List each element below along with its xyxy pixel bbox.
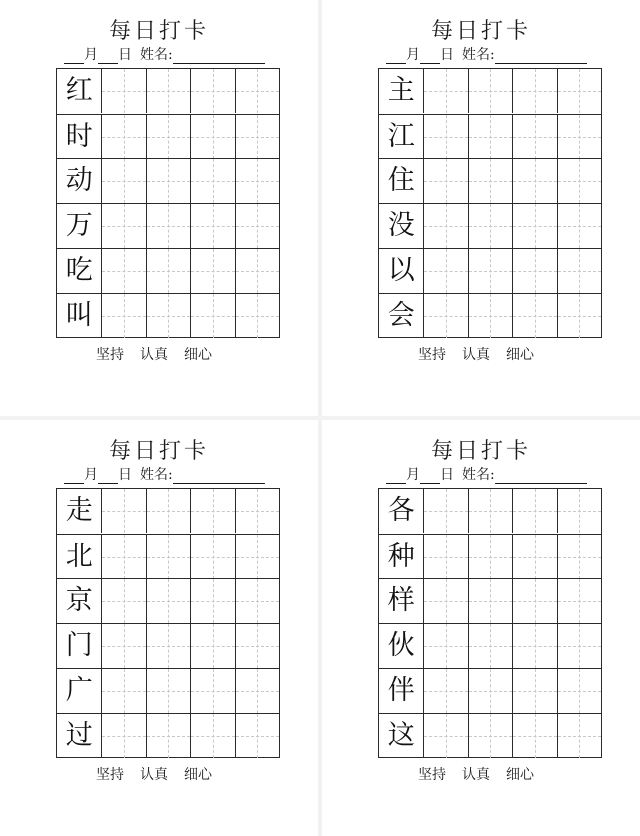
practice-grid	[378, 488, 602, 758]
model-character: 伙	[387, 630, 415, 662]
model-character: 这	[387, 719, 415, 751]
month-blank	[386, 49, 406, 64]
day-blank	[420, 49, 440, 64]
writing-cell[interactable]	[423, 714, 467, 758]
writing-cell[interactable]	[512, 159, 556, 203]
day-label: 日	[440, 467, 454, 483]
writing-cell[interactable]	[557, 624, 601, 668]
writing-cell[interactable]	[190, 535, 234, 579]
writing-cell[interactable]	[423, 669, 467, 713]
grid-row	[379, 623, 601, 668]
writing-cell[interactable]	[101, 159, 145, 203]
grid-row	[57, 69, 279, 114]
writing-cell[interactable]	[101, 714, 145, 758]
writing-cell[interactable]	[235, 115, 279, 159]
name-blank	[495, 469, 587, 484]
writing-cell[interactable]	[512, 249, 556, 293]
writing-cell[interactable]	[146, 249, 190, 293]
grid-row	[379, 489, 601, 534]
writing-cell[interactable]	[235, 535, 279, 579]
model-char-cell	[57, 159, 101, 203]
model-character: 种	[387, 540, 415, 572]
grid-row	[57, 578, 279, 623]
writing-cell[interactable]	[190, 115, 234, 159]
model-char-cell	[379, 535, 423, 579]
name-label: 姓名:	[140, 47, 173, 63]
writing-cell[interactable]	[146, 69, 190, 113]
grid-row	[379, 114, 601, 159]
writing-cell[interactable]	[146, 714, 190, 758]
grid-row	[379, 668, 601, 713]
name-label: 姓名:	[140, 467, 173, 483]
model-char-cell	[379, 714, 423, 758]
model-char-cell	[57, 669, 101, 713]
model-character: 没	[387, 210, 415, 242]
writing-cell[interactable]	[468, 579, 512, 623]
model-char-cell	[57, 115, 101, 159]
model-char-cell	[57, 579, 101, 623]
model-character: 时	[65, 120, 93, 152]
model-char-cell	[57, 249, 101, 293]
grid-row	[379, 713, 601, 758]
grid-row	[57, 668, 279, 713]
model-character: 住	[387, 165, 415, 197]
model-character: 动	[65, 165, 93, 197]
writing-cell[interactable]	[468, 115, 512, 159]
writing-cell[interactable]	[423, 69, 467, 113]
card-bottom-right	[322, 420, 640, 836]
writing-cell[interactable]	[146, 115, 190, 159]
writing-cell[interactable]	[468, 489, 512, 533]
card-bottom-left	[0, 420, 318, 836]
model-char-cell	[57, 535, 101, 579]
writing-cell[interactable]	[557, 294, 601, 338]
grid-row	[379, 293, 601, 338]
name-blank	[495, 49, 587, 64]
writing-cell[interactable]	[512, 69, 556, 113]
motto-attentive: 细心	[184, 767, 212, 783]
grid-row	[57, 713, 279, 758]
model-character: 伴	[387, 674, 415, 706]
grid-row	[57, 489, 279, 534]
writing-cell[interactable]	[512, 489, 556, 533]
model-character: 过	[65, 719, 93, 751]
date-name-line	[386, 464, 587, 484]
writing-cell[interactable]	[190, 69, 234, 113]
model-character: 红	[65, 75, 93, 106]
grid-row	[379, 248, 601, 293]
writing-cell[interactable]	[512, 115, 556, 159]
motto-persist: 坚持	[418, 347, 446, 363]
motto-footer	[96, 344, 228, 364]
model-char-cell	[57, 714, 101, 758]
grid-row	[57, 534, 279, 579]
card-top-right	[322, 0, 640, 416]
card-title: 每日打卡	[430, 19, 531, 44]
writing-cell[interactable]	[190, 714, 234, 758]
name-label: 姓名:	[462, 467, 495, 483]
writing-cell[interactable]	[512, 714, 556, 758]
writing-cell[interactable]	[235, 249, 279, 293]
writing-cell[interactable]	[146, 294, 190, 338]
model-char-cell	[379, 249, 423, 293]
model-character: 样	[387, 585, 415, 617]
day-label: 日	[440, 47, 454, 63]
writing-cell[interactable]	[557, 249, 601, 293]
name-label: 姓名:	[462, 47, 495, 63]
writing-cell[interactable]	[190, 249, 234, 293]
card-title: 每日打卡	[430, 439, 531, 464]
month-blank	[386, 469, 406, 484]
writing-cell[interactable]	[146, 489, 190, 533]
model-character: 叫	[65, 299, 93, 331]
model-character: 万	[65, 210, 93, 242]
writing-cell[interactable]	[557, 489, 601, 533]
writing-cell[interactable]	[468, 249, 512, 293]
month-label: 月	[406, 467, 420, 483]
card-title: 每日打卡	[108, 19, 209, 44]
month-label: 月	[84, 47, 98, 63]
writing-cell[interactable]	[101, 489, 145, 533]
writing-cell[interactable]	[557, 714, 601, 758]
writing-cell[interactable]	[468, 714, 512, 758]
model-char-cell	[379, 669, 423, 713]
writing-cell[interactable]	[557, 669, 601, 713]
day-blank	[98, 469, 118, 484]
grid-row	[57, 203, 279, 248]
writing-cell[interactable]	[512, 535, 556, 579]
writing-cell[interactable]	[235, 159, 279, 203]
writing-cell[interactable]	[101, 69, 145, 113]
motto-careful: 认真	[462, 767, 490, 783]
date-name-line	[64, 464, 265, 484]
writing-cell[interactable]	[101, 204, 145, 248]
grid-row	[379, 203, 601, 248]
model-char-cell	[379, 159, 423, 203]
grid-row	[379, 534, 601, 579]
writing-cell[interactable]	[423, 294, 467, 338]
practice-grid	[56, 488, 280, 758]
writing-cell[interactable]	[146, 535, 190, 579]
day-label: 日	[118, 47, 132, 63]
model-char-cell	[57, 69, 101, 113]
grid-row	[57, 293, 279, 338]
writing-cell[interactable]	[101, 115, 145, 159]
model-char-cell	[379, 115, 423, 159]
month-label: 月	[406, 47, 420, 63]
writing-cell[interactable]	[235, 624, 279, 668]
model-character: 门	[65, 630, 93, 662]
model-character: 吃	[65, 254, 93, 286]
name-blank	[173, 469, 265, 484]
writing-cell[interactable]	[235, 669, 279, 713]
model-char-cell	[379, 294, 423, 338]
writing-cell[interactable]	[423, 159, 467, 203]
day-blank	[98, 49, 118, 64]
model-character: 京	[65, 585, 93, 617]
motto-attentive: 细心	[506, 347, 534, 363]
model-char-cell	[57, 294, 101, 338]
model-character: 走	[65, 495, 93, 526]
writing-cell[interactable]	[423, 204, 467, 248]
practice-grid	[56, 68, 280, 338]
writing-cell[interactable]	[468, 535, 512, 579]
writing-cell[interactable]	[190, 489, 234, 533]
writing-cell[interactable]	[235, 204, 279, 248]
writing-cell[interactable]	[512, 294, 556, 338]
motto-persist: 坚持	[96, 347, 124, 363]
model-char-cell	[57, 624, 101, 668]
month-blank	[64, 49, 84, 64]
motto-careful: 认真	[140, 347, 168, 363]
grid-row	[57, 114, 279, 159]
writing-cell[interactable]	[190, 159, 234, 203]
practice-grid	[378, 68, 602, 338]
writing-cell[interactable]	[512, 624, 556, 668]
motto-footer	[96, 764, 228, 784]
writing-cell[interactable]	[190, 294, 234, 338]
writing-cell[interactable]	[557, 204, 601, 248]
date-name-line	[64, 44, 265, 64]
writing-cell[interactable]	[190, 579, 234, 623]
model-char-cell	[57, 489, 101, 533]
writing-cell[interactable]	[190, 204, 234, 248]
writing-cell[interactable]	[468, 159, 512, 203]
model-character: 江	[387, 120, 415, 152]
writing-cell[interactable]	[235, 579, 279, 623]
motto-careful: 认真	[462, 347, 490, 363]
grid-row	[379, 69, 601, 114]
writing-cell[interactable]	[101, 249, 145, 293]
writing-cell[interactable]	[468, 294, 512, 338]
model-character: 会	[387, 299, 415, 331]
model-char-cell	[379, 579, 423, 623]
model-char-cell	[379, 204, 423, 248]
writing-cell[interactable]	[557, 69, 601, 113]
model-char-cell	[379, 624, 423, 668]
model-char-cell	[379, 489, 423, 533]
writing-cell[interactable]	[557, 159, 601, 203]
writing-cell[interactable]	[146, 669, 190, 713]
writing-cell[interactable]	[146, 624, 190, 668]
date-name-line	[386, 44, 587, 64]
writing-cell[interactable]	[468, 69, 512, 113]
writing-cell[interactable]	[557, 535, 601, 579]
writing-cell[interactable]	[101, 294, 145, 338]
day-label: 日	[118, 467, 132, 483]
model-character: 主	[387, 75, 415, 106]
writing-cell[interactable]	[101, 624, 145, 668]
writing-cell[interactable]	[235, 69, 279, 113]
model-character: 各	[387, 495, 415, 526]
writing-cell[interactable]	[423, 579, 467, 623]
writing-cell[interactable]	[190, 624, 234, 668]
writing-cell[interactable]	[146, 159, 190, 203]
writing-cell[interactable]	[557, 579, 601, 623]
grid-row	[57, 158, 279, 203]
motto-footer	[418, 344, 550, 364]
writing-cell[interactable]	[423, 115, 467, 159]
grid-row	[379, 158, 601, 203]
writing-cell[interactable]	[468, 669, 512, 713]
card-top-left	[0, 0, 318, 416]
writing-cell[interactable]	[468, 624, 512, 668]
name-blank	[173, 49, 265, 64]
card-title: 每日打卡	[108, 439, 209, 464]
writing-cell[interactable]	[512, 204, 556, 248]
writing-cell[interactable]	[557, 115, 601, 159]
writing-cell[interactable]	[190, 669, 234, 713]
writing-cell[interactable]	[468, 204, 512, 248]
motto-careful: 认真	[140, 767, 168, 783]
model-char-cell	[379, 69, 423, 113]
model-character: 广	[65, 674, 93, 706]
motto-persist: 坚持	[418, 767, 446, 783]
grid-row	[57, 248, 279, 293]
motto-footer	[418, 764, 550, 784]
motto-attentive: 细心	[506, 767, 534, 783]
writing-cell[interactable]	[146, 579, 190, 623]
writing-cell[interactable]	[423, 489, 467, 533]
model-char-cell	[57, 204, 101, 248]
grid-row	[379, 578, 601, 623]
motto-attentive: 细心	[184, 347, 212, 363]
day-blank	[420, 469, 440, 484]
month-blank	[64, 469, 84, 484]
writing-cell[interactable]	[235, 714, 279, 758]
motto-persist: 坚持	[96, 767, 124, 783]
writing-cell[interactable]	[512, 579, 556, 623]
writing-cell[interactable]	[101, 579, 145, 623]
writing-cell[interactable]	[423, 624, 467, 668]
writing-cell[interactable]	[235, 294, 279, 338]
writing-cell[interactable]	[423, 249, 467, 293]
writing-cell[interactable]	[101, 535, 145, 579]
writing-cell[interactable]	[423, 535, 467, 579]
writing-cell[interactable]	[101, 669, 145, 713]
model-character: 以	[387, 254, 415, 286]
writing-cell[interactable]	[235, 489, 279, 533]
writing-cell[interactable]	[512, 669, 556, 713]
month-label: 月	[84, 467, 98, 483]
grid-row	[57, 623, 279, 668]
model-character: 北	[65, 540, 93, 572]
writing-cell[interactable]	[146, 204, 190, 248]
